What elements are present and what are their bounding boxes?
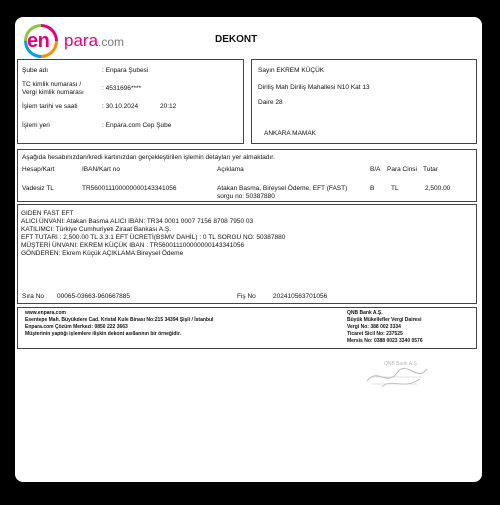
recipient-box	[251, 59, 477, 144]
time-value: 20:12	[160, 103, 177, 110]
header-account: Hesap/Kart	[22, 166, 55, 173]
sira-label: Sıra No	[22, 293, 45, 300]
details-box	[17, 204, 477, 304]
detail-line: ALICI ÜNVANI: Atakan Basma ALICI IBAN: TR34 0001 0007 7156 8708 7950 03	[21, 218, 254, 225]
header-iban: IBAN/Kart no	[82, 166, 120, 173]
sira-value: 00065-03663-960667885	[57, 293, 131, 300]
svg-text:QNB Bank A.Ş.: QNB Bank A.Ş.	[384, 361, 419, 367]
logo-para-text: para.com	[64, 31, 125, 50]
footer-support: Enpara.com Çözüm Merkezi: 0850 222 3663	[25, 324, 128, 330]
header-description: Açıklama	[217, 166, 244, 173]
info-box	[17, 59, 244, 144]
row-account: Vadesiz TL	[22, 185, 54, 192]
fis-value: 202410563701056	[273, 293, 328, 300]
table-intro: Aşağıda hesabınızdan/kredi kartınızdan gerçekleştirilen işlemin detayları yer almaktadır.	[22, 154, 275, 161]
detail-line: MÜŞTERİ ÜNVANI: EKREM KÜÇÜK IBAN : TR560011100000000143341056	[21, 242, 245, 249]
trade-registry: Ticaret Sicil No: 237525	[347, 331, 403, 337]
footer-address: Esentepe Mah. Büyükdere Cad. Kristal Kule Binası No:215 34394 Şişli / İstanbul	[25, 317, 214, 323]
row-description-2: sorgu no: 50387880	[217, 193, 275, 200]
footer-website: www.enpara.com	[25, 310, 66, 316]
branch-label: Şube adı	[22, 67, 49, 74]
receipt-document	[15, 17, 482, 482]
tax-number: Vergi No: 388 002 3334	[347, 324, 401, 330]
footer-note: Müşterinin yaptığı işlemlere ilişkin dekont asıllarının bir örneğidir.	[25, 331, 181, 337]
recipient-address-2: Daire 28	[258, 99, 283, 106]
detail-line: GIDEN FAST EFT	[21, 210, 74, 217]
row-ba: B	[370, 185, 375, 192]
bank-stamp	[362, 357, 432, 391]
fis-label: Fiş No	[237, 293, 256, 300]
place-value: : Enpara.com Cep Şube	[102, 122, 172, 129]
header-ba: B/A	[370, 166, 381, 173]
bank-name: QNB Bank A.Ş.	[347, 310, 383, 316]
date-value: : 30.10.2024	[102, 103, 139, 110]
enpara-logo	[19, 20, 149, 60]
detail-line: KATILIMCI: Türkiye Cumhuriyeti Ziraat Bankası A.Ş.	[21, 226, 172, 233]
mersis-number: Mersis No: 0388 0023 3340 0576	[347, 338, 423, 344]
detail-line: GÖNDEREN: Ekrem Küçük AÇIKLAMA:Bireysel Ödeme	[21, 250, 184, 257]
detail-line: EFT TUTARI : 2,500.00 TL 3.3.1 EFT ÜCRETİ(BSMV DAHİL) : 0 TL SORGU NO: 50387880	[21, 234, 286, 241]
recipient-name: Sayın EKREM KÜÇÜK	[258, 67, 325, 74]
transaction-table	[17, 149, 477, 202]
recipient-address-1: Diriliş Mah Diriliş Mahallesi N10 Kat 13	[258, 84, 370, 91]
row-currency: TL	[391, 185, 399, 192]
tax-office: Büyük Mükellefler Vergi Dairesi	[347, 317, 422, 323]
place-label: İşlem yeri	[22, 122, 50, 129]
row-description-1: Atakan Basma, Bireysel Ödeme, EFT (FAST)	[217, 185, 348, 192]
recipient-city: ANKARA MAMAK	[264, 130, 317, 137]
logo-en-text: en	[27, 30, 50, 52]
row-iban: TR560011100000000143341056	[82, 185, 177, 192]
tc-value: : 4531696****	[102, 85, 142, 92]
date-label: İşlem tarihi ve saati	[22, 103, 78, 110]
footer-box	[17, 307, 477, 349]
tc-label-2: Vergi kimlik numarası	[22, 89, 84, 96]
tc-label-1: TC kimlik numarası /	[22, 81, 82, 88]
logo-com-text: .com	[98, 35, 125, 49]
branch-value: : Enpara Şubesi	[102, 67, 149, 74]
header-amount: Tutar	[423, 166, 438, 173]
header-currency: Para Cinsi	[387, 166, 417, 173]
document-title: DEKONT	[215, 34, 258, 45]
row-amount: 2,500.00	[425, 185, 451, 192]
